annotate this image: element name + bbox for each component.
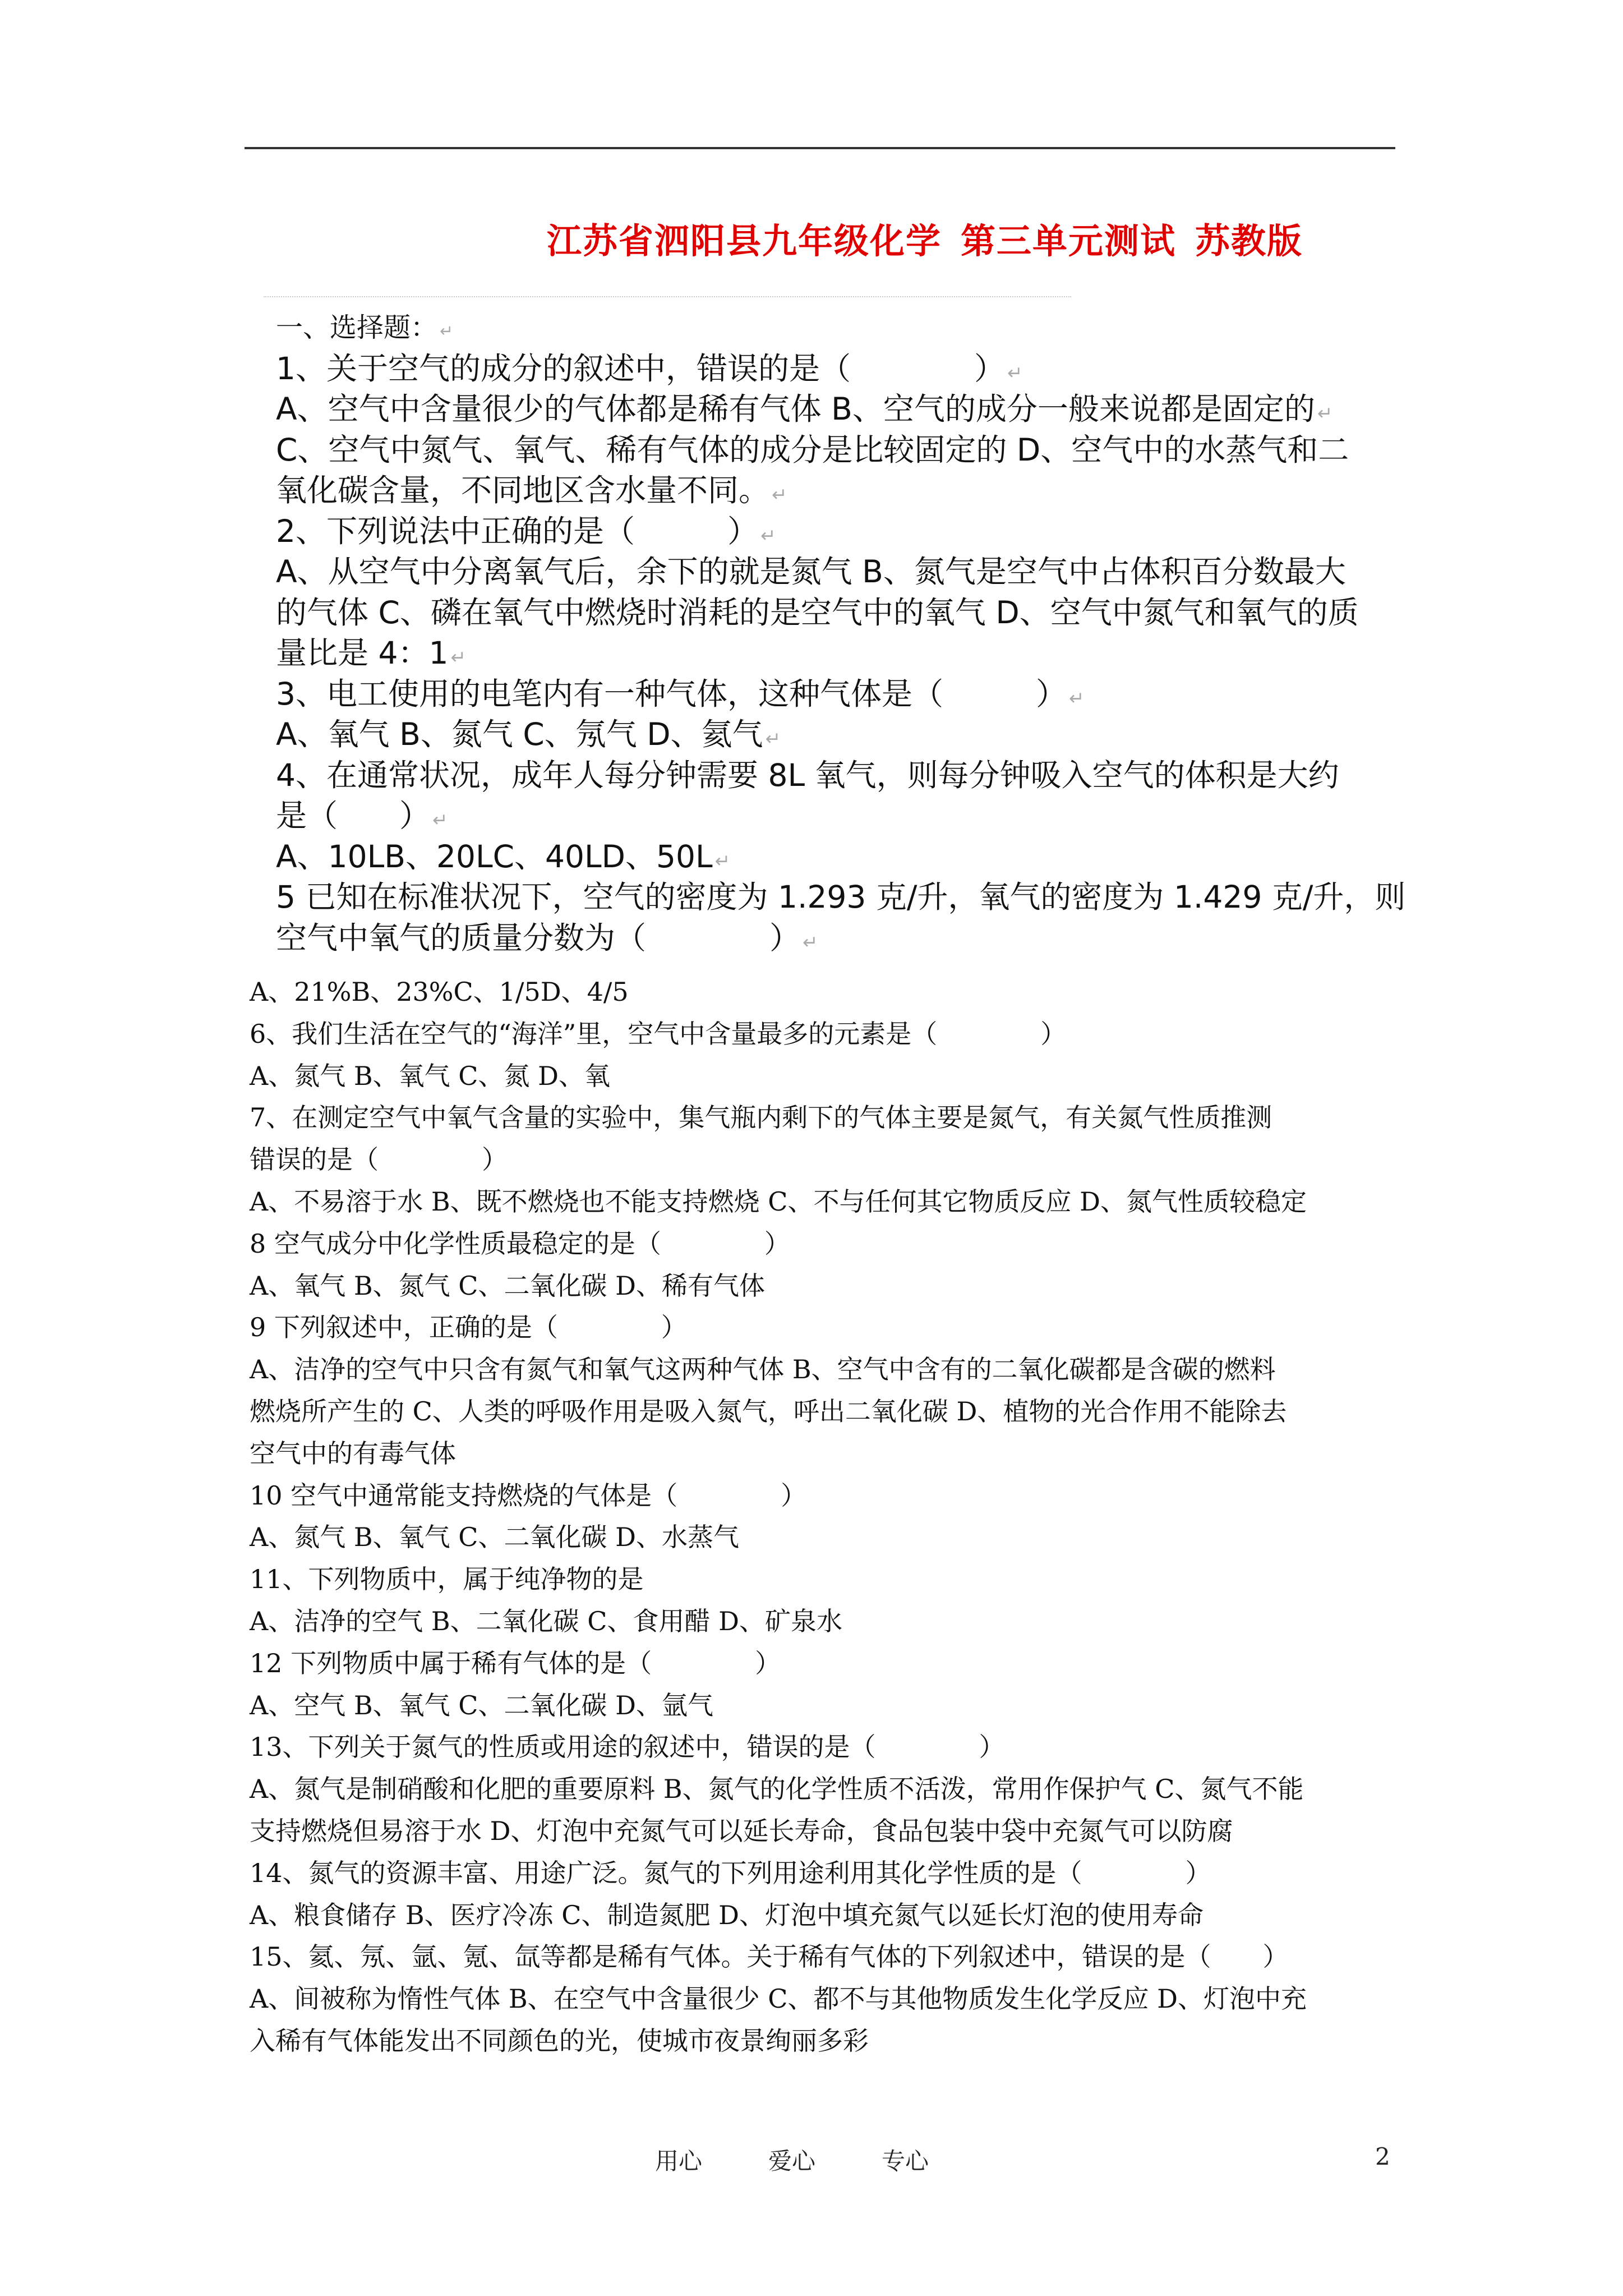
text-line: 量比是 4：1 ↵ <box>276 635 467 671</box>
text-line: 12 下列物质中属于稀有气体的是（ ） <box>250 1648 781 1678</box>
text-line: 15、氦、氖、氩、氪、氙等都是稀有气体。关于稀有气体的下列叙述中，错误的是（ ） <box>250 1941 1289 1972</box>
text-line: 6、我们生活在空气的“海洋”里，空气中含量最多的元素是（ ） <box>250 1018 1067 1049</box>
text-line: 2、下列说法中正确的是（ ） ↵ <box>276 513 776 549</box>
text-line: A、空气中含量很少的气体都是稀有气体 B、空气的成分一般来说都是固定的 ↵ <box>276 391 1333 427</box>
text-line: 7、在测定空气中氧气含量的实验中，集气瓶内剩下的气体主要是氮气，有关氮气性质推测 <box>250 1102 1272 1133</box>
text-line: A、氮气 B、氧气 C、二氧化碳 D、水蒸气 <box>250 1522 739 1553</box>
header-rule <box>245 147 1395 149</box>
text-line: 空气中氧气的质量分数为（ ） ↵ <box>276 919 818 956</box>
text-line: A、间被称为惰性气体 B、在空气中含量很少 C、都不与其他物质发生化学反应 D、灯泡中充 <box>250 1984 1307 2014</box>
text-line: 9 下列叙述中，正确的是（ ） <box>250 1312 687 1343</box>
text-line: A、氧气 B、氮气 C、二氧化碳 D、稀有气体 <box>250 1270 765 1301</box>
text-line: 空气中的有毒气体 <box>250 1438 456 1469</box>
text-line: 11、下列物质中，属于纯净物的是 <box>250 1564 644 1595</box>
text-line: 氧化碳含量，不同地区含水量不同。 ↵ <box>276 472 787 508</box>
text-line: 10 空气中通常能支持燃烧的气体是（ ） <box>250 1480 807 1511</box>
text-line: 错误的是（ ） <box>250 1144 508 1175</box>
text-line: 是（ ） ↵ <box>276 798 448 834</box>
footer-motto-1: 用心 <box>655 2147 703 2175</box>
text-line: A、不易溶于水 B、既不燃烧也不能支持燃烧 C、不与任何其它物质反应 D、氮气性质较稳定 <box>250 1186 1307 1217</box>
text-line: 支持燃烧但易溶于水 D、灯泡中充氮气可以延长寿命，食品包装中袋中充氮气可以防腐 <box>250 1815 1233 1846</box>
text-line: A、洁净的空气 B、二氧化碳 C、食用醋 D、矿泉水 <box>250 1605 842 1636</box>
page-title <box>547 213 1303 263</box>
text-line: 14、氮气的资源丰富、用途广泛。氮气的下列用途利用其化学性质的是（ ） <box>250 1857 1211 1888</box>
page-number: 2 <box>1375 2143 1390 2170</box>
text-line: 一、选择题： ↵ <box>276 312 454 343</box>
text-line: A、空气 B、氧气 C、二氧化碳 D、氩气 <box>250 1690 713 1720</box>
text-line: A、21%B、23%C、1/5D、4/5 <box>250 977 629 1007</box>
title-part: 第三单元测试 <box>961 220 1177 261</box>
section-divider <box>264 296 1071 297</box>
text-line: 的气体 C、磷在氧气中燃烧时消耗的是空气中的氧气 D、空气中氮气和氧气的质 <box>276 594 1359 631</box>
text-line: 13、下列关于氮气的性质或用途的叙述中，错误的是（ ） <box>250 1732 1005 1763</box>
title-part: 苏教版 <box>1195 220 1303 261</box>
title-part: 江苏省泗阳县九年级化学 <box>547 220 942 261</box>
text-line: A、从空气中分离氧气后，余下的就是氮气 B、氮气是空气中占体积百分数最大 <box>276 554 1346 590</box>
text-line: 燃烧所产生的 C、人类的呼吸作用是吸入氮气，呼出二氧化碳 D、植物的光合作用不能除去 <box>250 1396 1287 1427</box>
main-question-block <box>250 971 1399 2062</box>
text-line: A、10LB、20LC、40LD、50L ↵ <box>276 838 731 875</box>
text-line: 4、在通常状况，成年人每分钟需要 8L 氧气，则每分钟吸入空气的体积是大约 <box>276 757 1339 793</box>
text-line: 1、关于空气的成分的叙述中，错误的是（ ） ↵ <box>276 350 1023 386</box>
text-line: 3、电工使用的电笔内有一种气体，这种气体是（ ） ↵ <box>276 675 1085 712</box>
text-line: 入稀有气体能发出不同颜色的光，使城市夜景绚丽多彩 <box>250 2025 869 2056</box>
text-line: A、氮气 B、氧气 C、氮 D、氧 <box>250 1060 610 1091</box>
text-line: A、洁净的空气中只含有氮气和氧气这两种气体 B、空气中含有的二氧化碳都是含碳的燃料 <box>250 1354 1276 1385</box>
footer-motto-2: 爱心 <box>768 2147 816 2175</box>
text-line: A、氮气是制硝酸和化肥的重要原料 B、氮气的化学性质不活泼，常用作保护气 C、氮气不能 <box>250 1774 1304 1805</box>
text-line: A、粮食储存 B、医疗冷冻 C、制造氮肥 D、灯泡中填充氮气以延长灯泡的使用寿命 <box>250 1899 1204 1930</box>
text-line: A、氧气 B、氮气 C、氖气 D、氦气 ↵ <box>276 716 781 752</box>
text-line: 5 已知在标准状况下，空气的密度为 1.293 克/升，氧气的密度为 1.429 克/升，则 <box>276 879 1406 915</box>
text-line: C、空气中氮气、氧气、稀有气体的成分是比较固定的 D、空气中的水蒸气和二 <box>276 431 1349 468</box>
text-line: 8 空气成分中化学性质最稳定的是（ ） <box>250 1228 790 1259</box>
scanned-question-block <box>276 307 1406 958</box>
footer-motto-3: 专心 <box>882 2147 929 2175</box>
